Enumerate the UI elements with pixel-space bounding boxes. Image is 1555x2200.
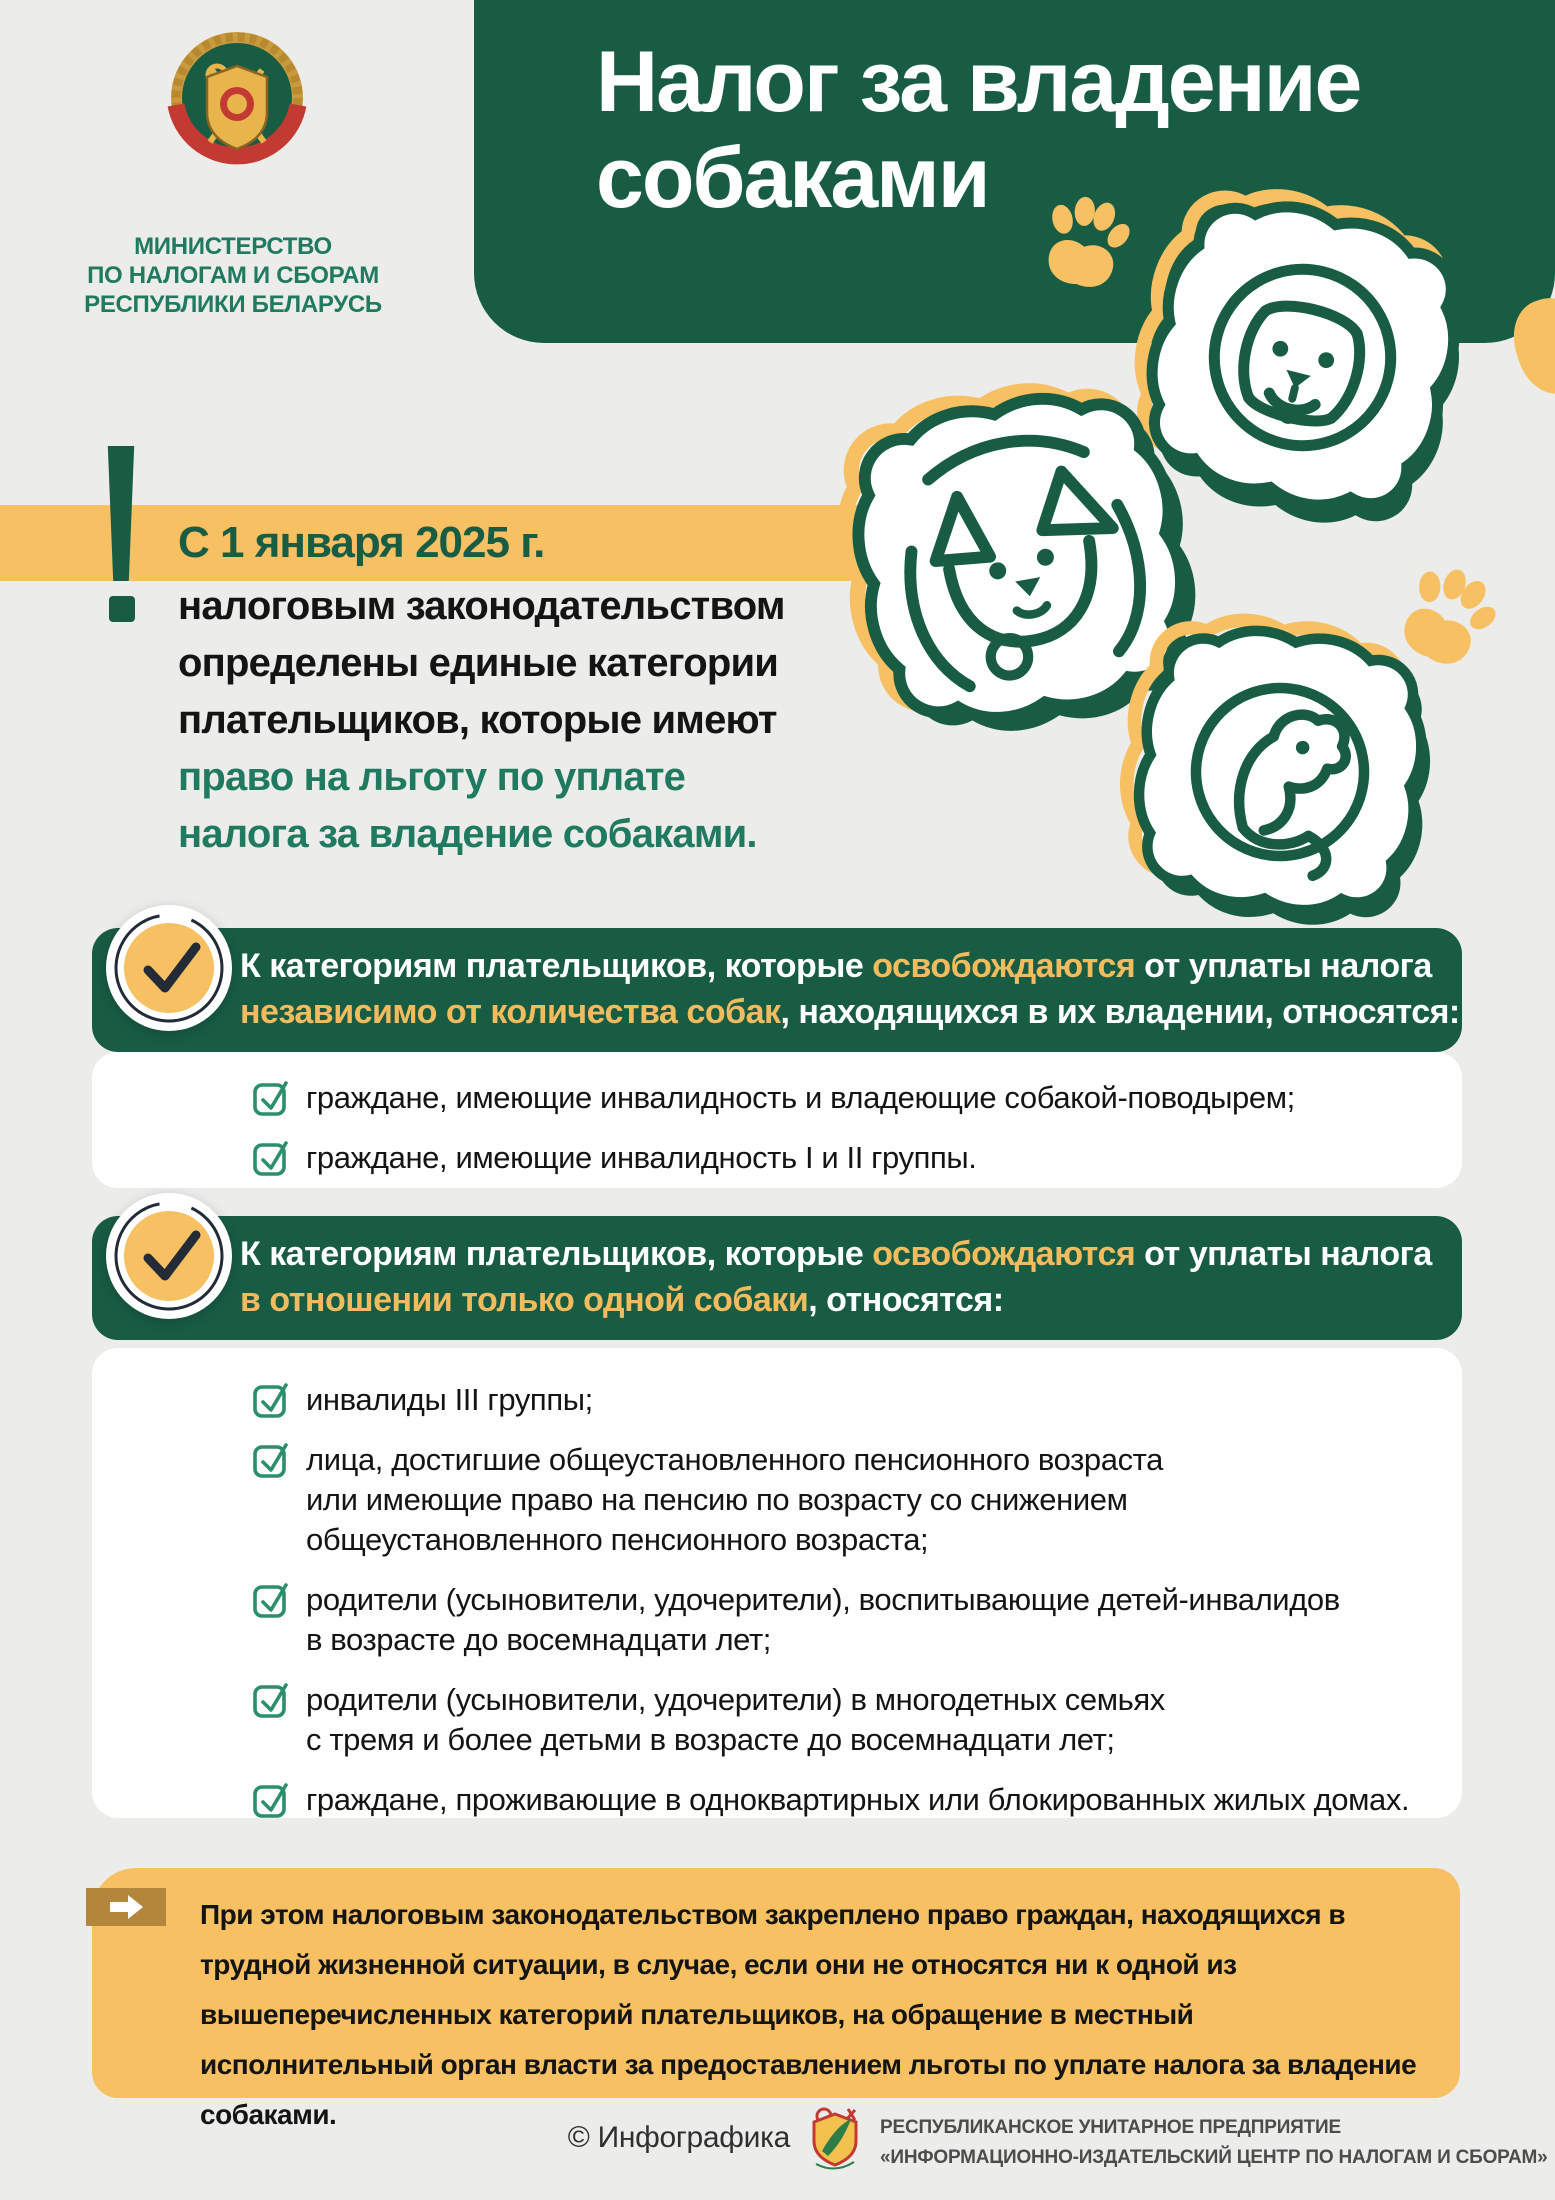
section2-banner (92, 1216, 1462, 1340)
list-item (250, 1440, 1422, 1560)
list-item-text: граждане, имеющие инвалидность и владеющие собакой-поводырем; (306, 1080, 1295, 1115)
publisher-name-line1: РЕСПУБЛИКАНСКОЕ УНИТАРНОЕ ПРЕДПРИЯТИЕ (880, 2117, 1341, 2138)
banner-text-part: от уплаты налога (1135, 947, 1432, 985)
banner-accent-part: независимо от количества собак (240, 993, 781, 1031)
list-item (250, 1380, 1422, 1420)
date-highlight-band (0, 505, 880, 581)
intro-paragraph (178, 578, 785, 863)
list-item (250, 1580, 1422, 1660)
intro-line-green: налога за владение собаками. (178, 812, 757, 856)
ministry-name (58, 232, 408, 319)
list-item-text: граждане, проживающие в одноквартирных или блокированных жилых домах. (306, 1782, 1410, 1817)
publisher-name-line2: «ИНФОРМАЦИОННО-ИЗДАТЕЛЬСКИЙ ЦЕНТР ПО НАЛОГАМ И СБОРАМ» (880, 2147, 1548, 2168)
checkbox-icon (250, 1376, 290, 1420)
paw-print-icon (1020, 172, 1153, 305)
checkbox-icon (250, 1436, 290, 1480)
checkbox-icon (250, 1134, 290, 1178)
section1-banner-text (240, 943, 1460, 1035)
copyright-label: © Инфографика (567, 2121, 790, 2154)
banner-accent-part: освобождаются (872, 1235, 1136, 1273)
list-item (250, 1780, 1422, 1820)
date-label: С 1 января 2025 г. (178, 518, 545, 567)
section1-banner (92, 928, 1462, 1052)
ministry-name-line: МИНИСТЕРСТВО (134, 233, 332, 260)
list-item-text: граждане, имеющие инвалидность I и II группы. (306, 1140, 977, 1175)
banner-text-part: К категориям плательщиков, которые (240, 947, 873, 985)
intro-line: определены единые категории (178, 641, 779, 685)
list-item (250, 1680, 1422, 1760)
section2-card (92, 1348, 1462, 1818)
banner-text-part: К категориям плательщиков, которые (240, 1235, 873, 1273)
list-item-text: инвалиды III группы; (306, 1382, 593, 1417)
ministry-name-line: РЕСПУБЛИКИ БЕЛАРУСЬ (84, 291, 382, 318)
banner-accent-part: в отношении только одной собаки (240, 1281, 809, 1319)
intro-line: налоговым законодательством (178, 584, 785, 628)
dog-profile-stamp-icon (1113, 605, 1447, 939)
check-circle-icon (104, 903, 234, 1033)
intro-black-lines (178, 578, 785, 749)
arrow-right-icon (86, 1888, 166, 1926)
checkbox-icon (250, 1776, 290, 1820)
banner-text-part: , относятся: (808, 1281, 1004, 1319)
check-circle-icon (104, 1191, 234, 1321)
banner-text-part: от уплаты налога (1135, 1235, 1432, 1273)
checkbox-icon (250, 1576, 290, 1620)
checkbox-icon (250, 1074, 290, 1118)
list-item-text: родители (усыновители, удочерители) в многодетных семьях с тремя и более детьми в возрасте до восемнадцати лет; (306, 1682, 1165, 1757)
note-text: При этом налоговым законодательством закреплено право граждан, находящихся в трудной жизненной ситуации, в случае, если они не относятся ни к одной из вышеперечисленных категорий плательщиков, на обращение в местный исполнительный орган власти за предоставлением льготы по уплате налога за владение собаками. (200, 1899, 1417, 2130)
intro-line-green: право на льготу по уплате (178, 755, 686, 799)
page-title-line2: собаками (596, 130, 989, 226)
section2-banner-text (240, 1231, 1432, 1323)
list-item (250, 1138, 1422, 1178)
intro-line: плательщиков, которые имеют (178, 698, 777, 742)
intro-green-lines (178, 749, 785, 863)
ministry-emblem-icon (162, 28, 312, 188)
banner-accent-part: освобождаются (872, 947, 1136, 985)
section2-items (92, 1348, 1462, 1820)
ministry-name-line: ПО НАЛОГАМ И СБОРАМ (87, 262, 379, 289)
exclamation-dot-icon (109, 596, 135, 622)
list-item (250, 1078, 1422, 1118)
page-title-line1: Налог за владение (596, 34, 1361, 130)
checkbox-icon (250, 1676, 290, 1720)
list-item-text: родители (усыновители, удочерители), воспитывающие детей-инвалидов в возрасте до восемнадцати лет; (306, 1582, 1340, 1657)
banner-text-part: , находящихся в их владении, относятся: (780, 993, 1460, 1031)
section1-items (92, 1052, 1462, 1178)
section1-card (92, 1052, 1462, 1188)
list-item-text: лица, достигшие общеустановленного пенсионного возраста или имеющие право на пенсию по возрасту со снижением общеустановленного пенсионного возраста; (306, 1442, 1163, 1557)
